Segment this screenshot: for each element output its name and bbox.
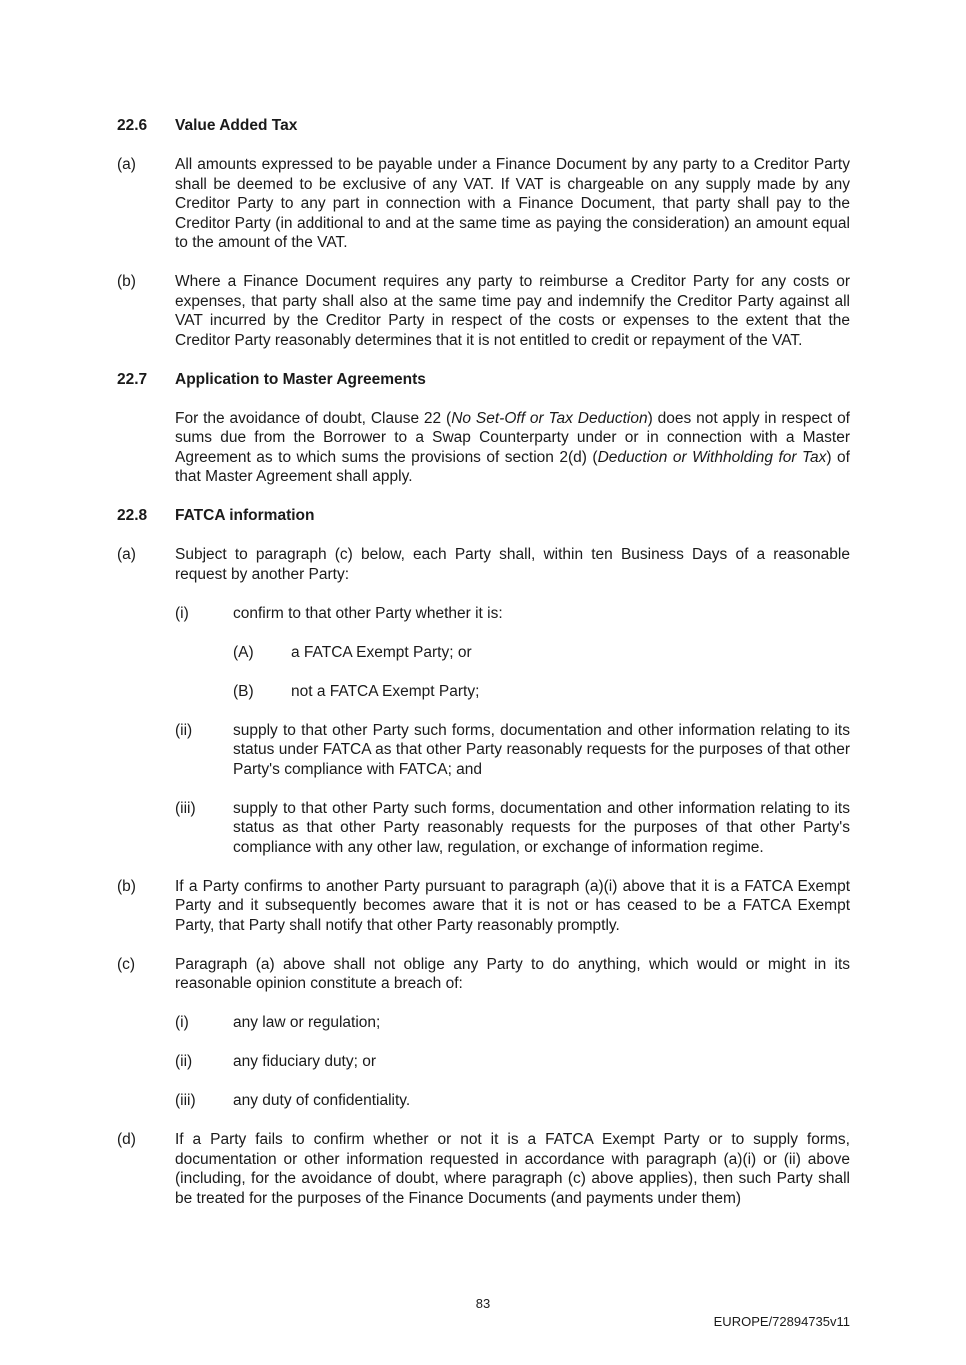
paragraph-label: (b) (117, 273, 136, 290)
paragraph-text: not a FATCA Exempt Party; (291, 682, 480, 700)
text-run: ) of that Master Agreement shall apply. (175, 448, 850, 485)
paragraph-text: Paragraph (a) above shall not oblige any Party to do anything, which would or might in its reasonable opinion constitute a breach of: (175, 955, 850, 992)
document-reference: EUROPE/72894735v11 (713, 1314, 850, 1329)
italic-reference: Deduction or Withholding for Tax (597, 448, 827, 466)
paragraph-22-6-b (117, 272, 850, 350)
clause-title: Application to Master Agreements (175, 370, 426, 388)
paragraph-text: any duty of confidentiality. (233, 1092, 411, 1109)
paragraph-text: supply to that other Party such forms, documentation and other information relating to its status as that other Party reasonably requests for the purposes of that other Party's compliance with any other law, regulation, or exchange of information regime. (233, 799, 850, 856)
paragraph-text: a FATCA Exempt Party; or (291, 643, 472, 661)
subparagraph-a-i-A (233, 643, 850, 663)
clause-heading-22-8 (117, 506, 850, 526)
subparagraph-c-iii (175, 1091, 850, 1111)
clause-number: 22.8 (117, 507, 148, 524)
paragraph-22-8-a (117, 545, 850, 584)
clause-title: Value Added Tax (175, 117, 298, 134)
paragraph-label: (B) (233, 682, 254, 700)
subparagraph-a-i (175, 604, 850, 624)
paragraph-22-6-a (117, 155, 850, 253)
paragraph-label: (a) (117, 156, 136, 173)
subparagraph-c-ii (175, 1052, 850, 1072)
paragraph-text: All amounts expressed to be payable under a Finance Document by any party to a Creditor Party shall be deemed to be exclusive of any VAT. If VAT is chargeable on any supply made by any Creditor Party to any part in connection with a Finance Document, that party shall pay to the Creditor Party (in additional to and at the same time as paying the consideration) an amount equal to the amount of the VAT. (175, 156, 850, 251)
subparagraph-a-iii (175, 799, 850, 858)
paragraph-22-8-b (117, 877, 850, 936)
paragraph-22-8-d (117, 1130, 850, 1208)
subparagraph-a-ii (175, 721, 850, 780)
paragraph-text: Where a Finance Document requires any party to reimburse a Creditor Party for any costs or expenses, that party shall also at the same time pay and indemnify the Creditor Party against all VAT incurred by the Creditor Party in respect of the costs or expenses to the extent that the Creditor Party reasonably determines that it is not entitled to credit or repayment of the VAT. (175, 273, 850, 349)
paragraph-text: If a Party fails to confirm whether or not it is a FATCA Exempt Party or to supply forms, documentation or other information requested in accordance with paragraph (a)(i) or (ii) above (including, for the avoidance of doubt, where paragraph (c) above applies), then such Party shall be treated for the purposes of the Finance Documents (and payments under them) (175, 1131, 850, 1207)
paragraph-text: If a Party confirms to another Party pursuant to paragraph (a)(i) above that it is a FATCA Exempt Party and it subsequently becomes aware that it is not or has ceased to be a FATCA Exempt Party, that Party shall notify that other Party reasonably promptly. (175, 877, 850, 934)
italic-reference: No Set-Off or Tax Deduction (451, 409, 648, 427)
paragraph-22-8-c (117, 955, 850, 994)
paragraph-label: (iii) (175, 799, 196, 817)
subparagraph-c-i (175, 1013, 850, 1033)
paragraph-text: confirm to that other Party whether it is: (233, 604, 503, 622)
clause-heading-22-7 (117, 370, 850, 390)
clause-title: FATCA information (175, 507, 315, 524)
paragraph-text: any law or regulation; (233, 1014, 381, 1031)
paragraph-label: (d) (117, 1131, 136, 1148)
paragraph-label: (A) (233, 643, 254, 661)
paragraph-label: (ii) (175, 1053, 193, 1070)
text-run: For the avoidance of doubt, Clause 22 ( (175, 409, 452, 427)
paragraph-label: (b) (117, 877, 136, 895)
clause-number: 22.7 (117, 370, 148, 388)
paragraph-label: (i) (175, 604, 189, 622)
paragraph-label: (iii) (175, 1092, 196, 1109)
clause-heading-22-6 (117, 116, 850, 136)
paragraph-label: (ii) (175, 721, 193, 739)
paragraph-text: Subject to paragraph (c) below, each Party shall, within ten Business Days of a reasonable request by another Party: (175, 546, 850, 583)
document-page (117, 116, 850, 1228)
paragraph-label: (c) (117, 955, 136, 973)
subparagraph-a-i-B (233, 682, 850, 702)
paragraph-label: (a) (117, 546, 136, 563)
page-number: 83 (475, 1296, 491, 1311)
clause-number: 22.6 (117, 117, 148, 134)
paragraph-22-7-body (175, 409, 850, 487)
paragraph-text: supply to that other Party such forms, documentation and other information relating to its status under FATCA as that other Party reasonably requests for the purposes of that other Party's compliance with FATCA; and (233, 721, 850, 778)
paragraph-text: any fiduciary duty; or (233, 1053, 377, 1070)
paragraph-label: (i) (175, 1014, 189, 1031)
text-run: ) does not apply in respect of sums due from the Borrower to a Swap Counterparty under or in connection with a Master Agreement as to which sums the provisions of section 2(d) ( (175, 409, 850, 466)
